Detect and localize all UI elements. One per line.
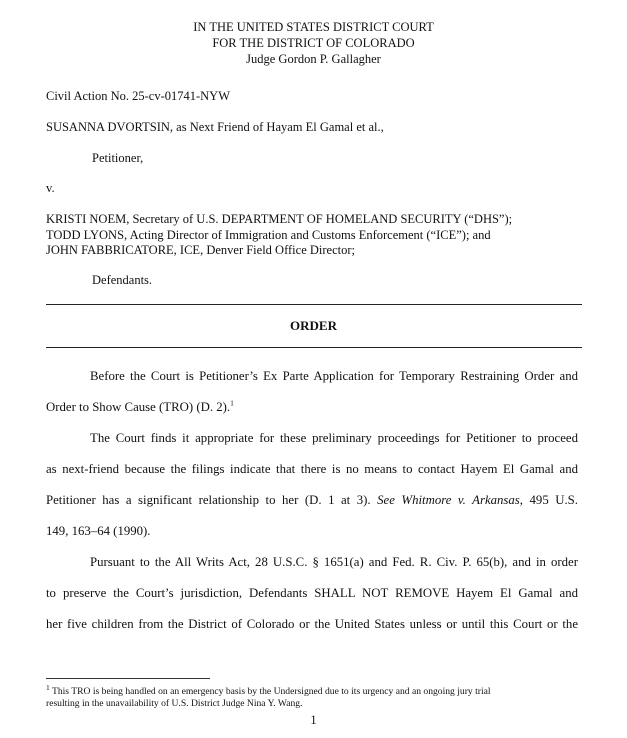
paragraph-2-line-2: as next-friend because the filings indicate that there is no means to contact Hayem El Gamal and bbox=[46, 462, 578, 476]
footnote-rule bbox=[46, 678, 210, 679]
footnote-mark: 1 bbox=[46, 682, 50, 692]
court-header-line-1: IN THE UNITED STATES DISTRICT COURT bbox=[193, 20, 434, 34]
paragraph-3-line-1: Pursuant to the All Writs Act, 28 U.S.C. § 1651(a) and Fed. R. Civ. P. 65(b), and in order bbox=[90, 555, 578, 569]
paragraph-2-line-1: The Court finds it appropriate for these preliminary proceedings for Petitioner to proceed bbox=[90, 431, 578, 445]
footnote-line-2: resulting in the unavailability of U.S. District Judge Nina Y. Wang. bbox=[46, 698, 303, 709]
versus: v. bbox=[46, 181, 55, 195]
court-header-line-2: FOR THE DISTRICT OF COLORADO bbox=[212, 36, 415, 50]
footnote-reference: 1 bbox=[230, 398, 234, 408]
defendant-line-3: JOHN FABBRICATORE, ICE, Denver Field Office Director; bbox=[46, 243, 355, 257]
order-bottom-rule bbox=[46, 347, 582, 348]
petitioner-role: Petitioner, bbox=[92, 151, 144, 165]
paragraph-3-line-3: her five children from the District of Colorado or the United States unless or until this Court or the bbox=[46, 617, 578, 631]
paragraph-1-line-1: Before the Court is Petitioner’s Ex Parte Application for Temporary Restraining Order and bbox=[90, 369, 578, 383]
order-title: ORDER bbox=[290, 318, 337, 333]
defendant-line-1: KRISTI NOEM, Secretary of U.S. DEPARTMENT OF HOMELAND SECURITY (“DHS”); bbox=[46, 212, 513, 226]
judge-name: Judge Gordon P. Gallagher bbox=[246, 52, 381, 66]
defendant-line-2: TODD LYONS, Acting Director of Immigration and Customs Enforcement (“ICE”); and bbox=[46, 228, 491, 242]
paragraph-2-line-3: Petitioner has a significant relationship to her (D. 1 at 3). See Whitmore v. Arkansas, 495 U.S. bbox=[46, 493, 578, 507]
page-number: 1 bbox=[310, 713, 317, 727]
paragraph-2-line-4: 149, 163–64 (1990). bbox=[46, 524, 151, 538]
footnote-line-1: $^1$ This TRO is being handled on an emergency basis by the Undersigned due to its urgency and an ongoing jury trial bbox=[46, 682, 491, 697]
order-top-rule bbox=[46, 304, 582, 305]
defendants-role: Defendants. bbox=[92, 273, 153, 287]
civil-action-number: Civil Action No. 25-cv-01741-NYW bbox=[46, 89, 231, 103]
paragraph-1-line-2: Order to Show Cause (TRO) (D. 2).$^1$ bbox=[46, 398, 234, 414]
case-citation: See Whitmore v. Arkansas bbox=[377, 493, 520, 507]
paragraph-3-line-2: to preserve the Court’s jurisdiction, Defendants SHALL NOT REMOVE Hayem El Gamal and bbox=[46, 586, 578, 600]
petitioner-party: SUSANNA DVORTSIN, as Next Friend of Hayam El Gamal et al., bbox=[46, 120, 384, 134]
